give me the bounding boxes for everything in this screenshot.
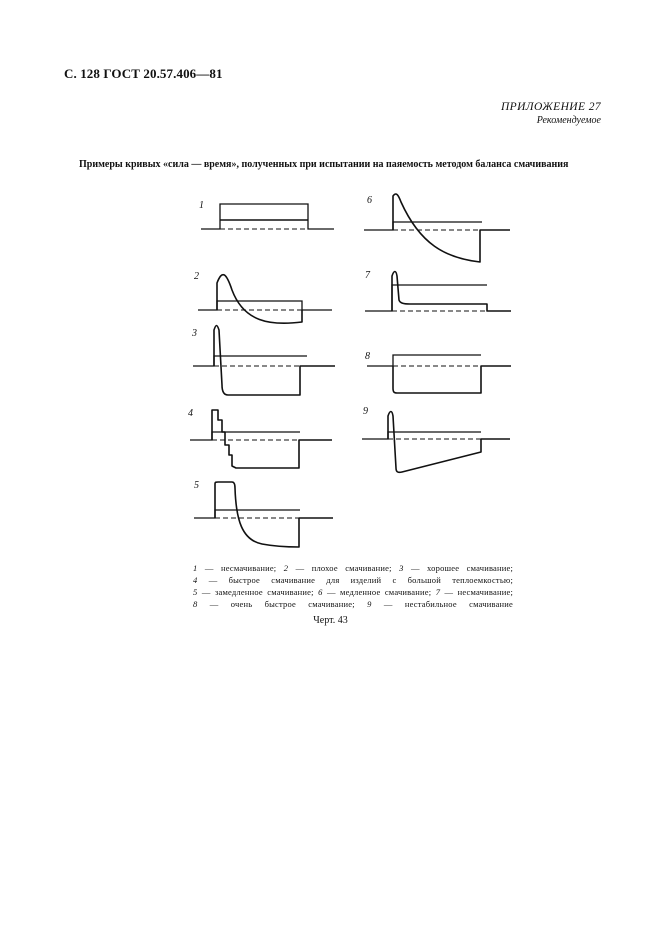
legend-text-5: замедленное смачивание <box>214 587 312 597</box>
legend-num-1: 1 <box>193 563 198 573</box>
legend-dash: — <box>209 599 219 609</box>
legend-num-5: 5 <box>193 587 198 597</box>
legend-text-9: нестабильное смачивание <box>404 599 514 609</box>
legend-dash: — <box>444 587 454 597</box>
legend-num-4: 4 <box>193 575 198 585</box>
curve-number-3: 3 <box>192 328 197 339</box>
legend-text-7: несмачивание <box>457 587 511 597</box>
legend-num-7: 7 <box>435 587 441 597</box>
curve-7 <box>365 270 511 311</box>
legend-num-3: 3 <box>399 563 404 573</box>
legend-dash: — <box>208 575 218 585</box>
curve-6 <box>364 194 510 262</box>
legend-num-2: 2 <box>283 563 289 573</box>
figure-legend: 1 — несмачивание; 2 — плохое смачивание; 3 — хорошее смачивание; 4 — быстрое смачивание для изделий с большой теплоемкостью; 5 — замедленное смачивание; 6 — медленное смачивание; 7 — несмачивание; 8 — очень быстрое смачивание; 9 — нестабильное смачивание <box>193 563 514 609</box>
legend-text-4: быстрое смачивание для изделий с большой теплоемкостью <box>228 575 511 585</box>
legend-dash: — <box>295 563 305 573</box>
legend-text-6: медленное смачивание <box>340 587 429 597</box>
legend-dash: — <box>326 587 336 597</box>
legend-num-9: 9 <box>367 599 372 609</box>
curve-9 <box>362 406 510 472</box>
legend-dash: — <box>204 563 214 573</box>
page-header: С. 128 ГОСТ 20.57.406—81 <box>64 66 223 81</box>
chart-reference: Черт. 43 <box>313 615 348 626</box>
figure-title: Примеры кривых «сила — время», полученных при испытании на паяемость методом баланса смачивания <box>79 159 569 170</box>
curve-5 <box>194 480 333 547</box>
legend-num-6: 6 <box>318 587 323 597</box>
legend-text-2: плохое смачивание <box>311 563 390 573</box>
legend-text-1: несмачивание <box>220 563 274 573</box>
legend-num-8: 8 <box>193 599 198 609</box>
curve-2 <box>194 271 332 323</box>
curve-number-2: 2 <box>194 271 199 282</box>
curve-1 <box>199 200 334 229</box>
curve-4 <box>188 408 332 468</box>
legend-dash: — <box>410 563 420 573</box>
legend-dash: — <box>383 599 393 609</box>
curve-8 <box>365 351 511 393</box>
curve-3 <box>191 326 335 396</box>
legend-dash: — <box>201 587 211 597</box>
curve-number-8: 8 <box>365 351 370 362</box>
legend-text-8: очень быстрое смачивание <box>230 599 353 609</box>
curve-number-5: 5 <box>194 480 199 491</box>
curve-number-9: 9 <box>363 406 368 417</box>
curve-number-1: 1 <box>199 200 204 211</box>
curve-number-7: 7 <box>365 270 370 281</box>
appendix-status: Рекомендуемое <box>536 115 601 126</box>
legend-text-3: хорошее смачивание <box>427 563 511 573</box>
curve-number-6: 6 <box>367 195 372 206</box>
appendix-title: ПРИЛОЖЕНИЕ 27 <box>500 101 601 113</box>
curve-number-4: 4 <box>188 408 193 419</box>
